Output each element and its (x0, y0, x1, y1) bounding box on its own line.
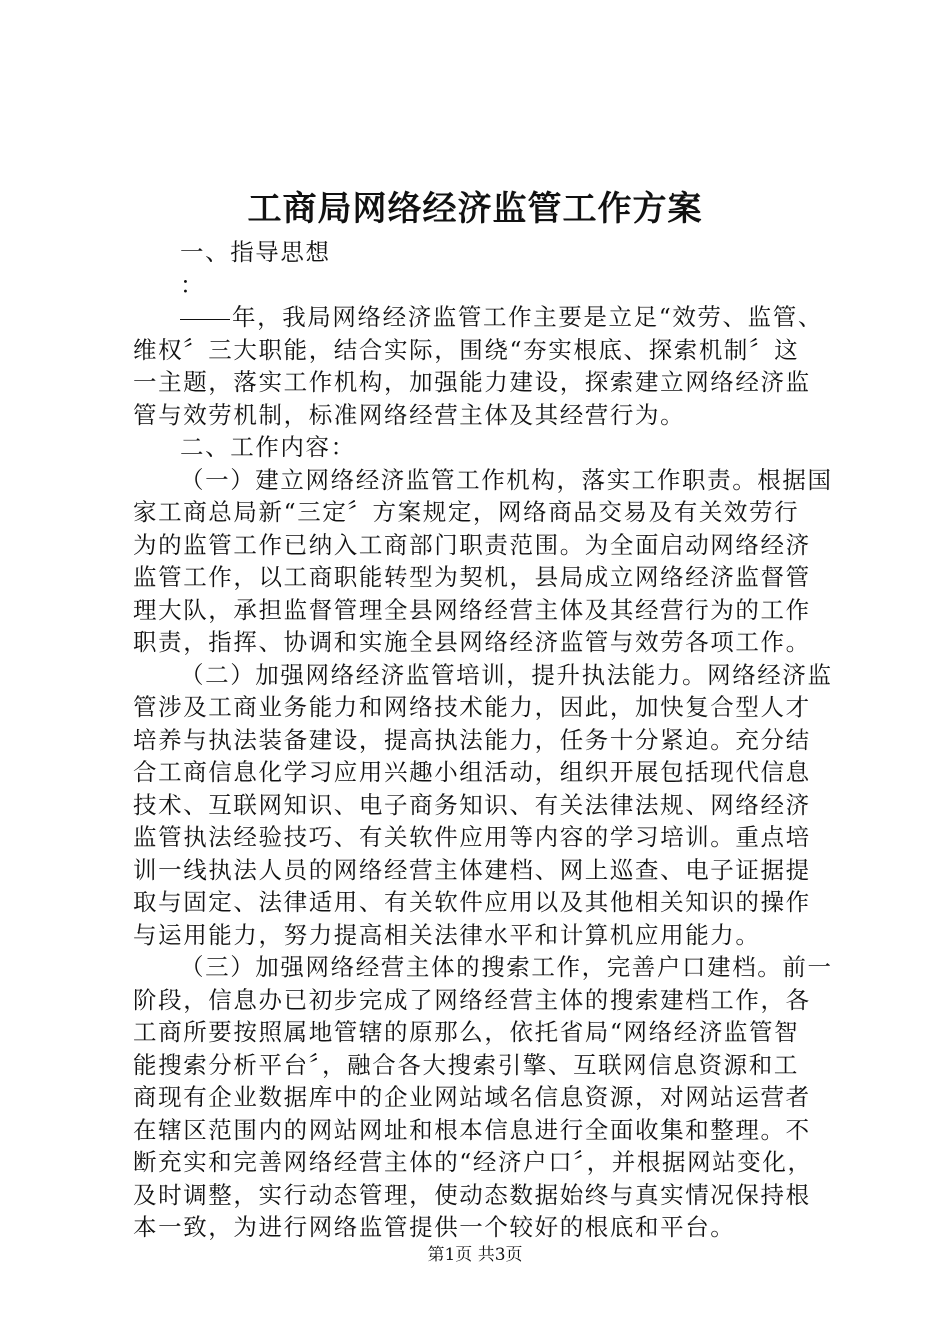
paragraph-line: 断充实和完善网络经营主体的“经济户口〞，并根据网站变化， (133, 1148, 813, 1176)
paragraph-line: 合工商信息化学习应用兴趣小组活动，组织开展包括现代信息 (133, 758, 811, 786)
paragraph-line: 为的监管工作已纳入工商部门职责范围。为全面启动网络经济 (133, 530, 811, 559)
document-body (133, 236, 833, 1244)
paragraph-line: 职责，指挥、协调和实施全县网络经济监管与效劳各项工作。 (133, 628, 811, 656)
section-heading-colon: ： (180, 270, 206, 299)
paragraph-line: （二）加强网络经济监管培训，提升执法能力。网络经济监 (180, 660, 833, 689)
paragraph-line: 阶段，信息办已初步完成了网络经营主体的搜索建档工作，各 (133, 985, 811, 1014)
paragraph-line: 一主题，落实工作机构，加强能力建设，探索建立网络经济监 (133, 368, 811, 396)
paragraph-line: 培养与执法装备建设，提高执法能力，任务十分紧迫。充分结 (133, 725, 811, 754)
paragraph-line: 训一线执法人员的网络经营主体建档、网上巡查、电子证据提 (133, 855, 811, 884)
paragraph-line: 监管执法经验技巧、有关软件应用等内容的学习培训。重点培 (133, 823, 811, 851)
paragraph-line: 能搜索分析平台〞，融合各大搜索引擎、互联网信息资源和工 (133, 1050, 799, 1079)
paragraph-item-2 (133, 659, 833, 952)
page-number: 第1页 共3页 (427, 1245, 523, 1265)
paragraph-line: 技术、互联网知识、电子商务知识、有关法律法规、网络经济 (133, 790, 811, 819)
paragraph-line: （一）建立网络经济监管工作机构，落实工作职责。根据国 (180, 465, 833, 494)
paragraph-line: 监管工作，以工商职能转型为契机，县局成立网络经济监督管 (133, 563, 811, 591)
paragraph-item-3 (133, 951, 833, 1244)
section-heading-guiding-ideology: 一、指导思想 (180, 238, 331, 266)
paragraph-line: 商现有企业数据库中的企业网站域名信息资源，对网站运营者 (133, 1083, 811, 1111)
paragraph-line: 本一致，为进行网络监管提供一个较好的根底和平台。 (133, 1213, 736, 1241)
paragraph-line: 与运用能力，努力提高相关法律水平和计算机应用能力。 (133, 920, 761, 949)
paragraph-line: 年，我局网络经济监管工作主要是立足“效劳、监管、 (133, 301, 827, 334)
paragraph-line: 在辖区范围内的网站网址和根本信息进行全面收集和整理。不 (133, 1115, 811, 1144)
paragraph-line: （三）加强网络经营主体的搜索工作，完善户口建档。前一 (180, 953, 833, 981)
section-heading-work-content: 二、工作内容： (180, 433, 356, 461)
paragraph-line: 管涉及工商业务能力和网络技术能力，因此，加快复合型人才 (133, 693, 811, 721)
paragraph-guiding-ideology (133, 301, 827, 431)
paragraph-line: 取与固定、法律适用、有关软件应用以及其他相关知识的操作 (133, 888, 811, 916)
paragraph-line: 维权〞三大职能，结合实际，围绕“夯实根底、探索机制〞这 (133, 335, 800, 364)
paragraph-line: 理大队，承担监督管理全县网络经营主体及其经营行为的工作 (133, 595, 811, 624)
paragraph-line: 管与效劳机制，标准网络经营主体及其经营行为。 (133, 400, 686, 429)
paragraph-item-1 (133, 464, 833, 659)
paragraph-line: 工商所要按照属地管辖的原那么，依托省局“网络经济监管智 (133, 1018, 800, 1046)
paragraph-line: 家工商总局新“三定〞方案规定，网络商品交易及有关效劳行 (133, 498, 800, 526)
document-title: 工商局网络经济监管工作方案 (247, 189, 703, 229)
paragraph-line: 及时调整，实行动态管理，使动态数据始终与真实情况保持根 (133, 1180, 811, 1209)
year-blank (180, 318, 230, 320)
